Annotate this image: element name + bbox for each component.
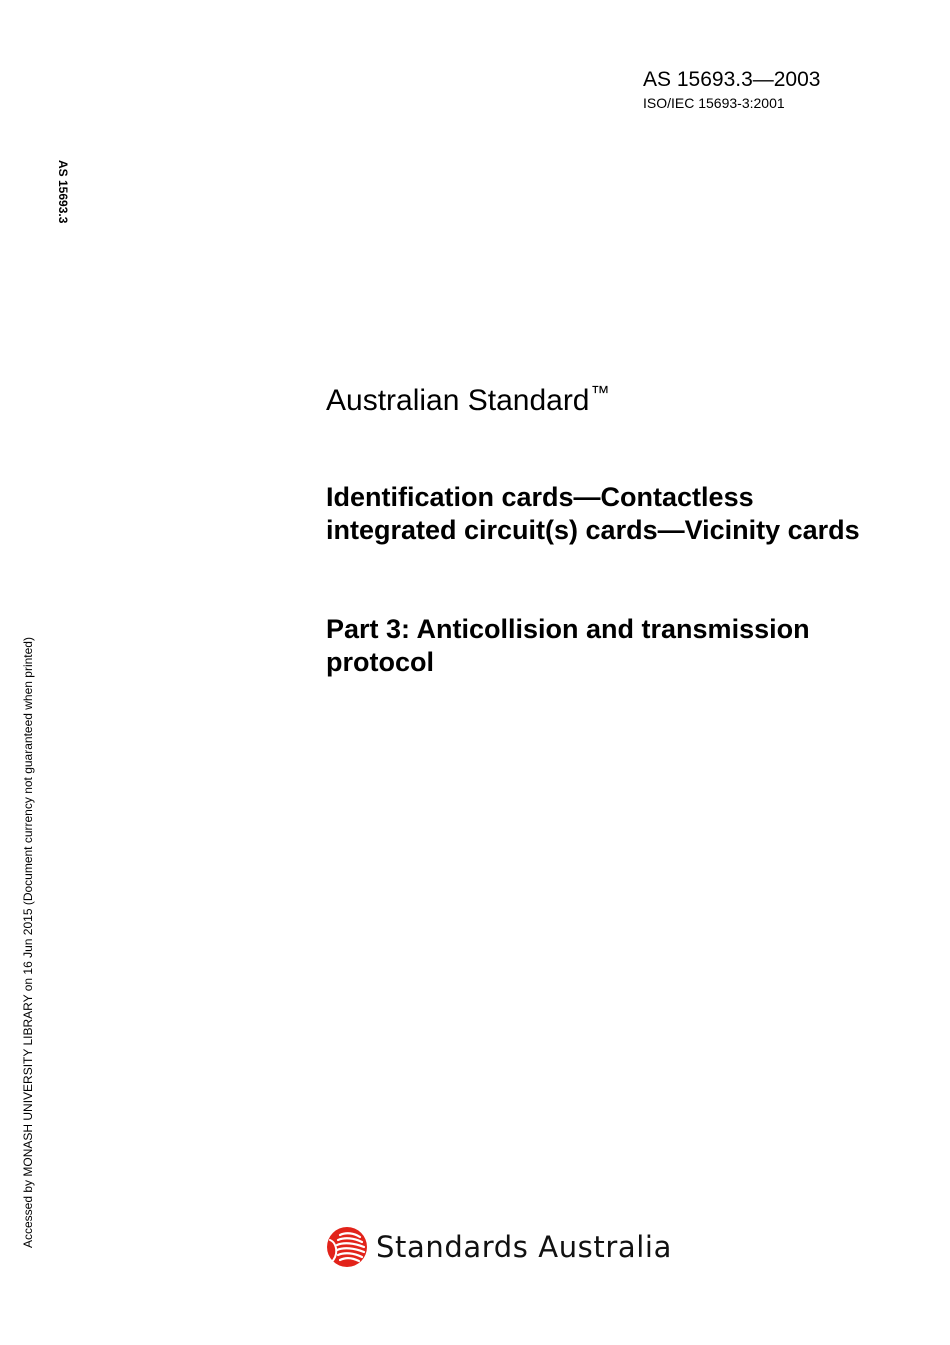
standard-number: AS 15693.3—2003: [643, 68, 821, 91]
standards-australia-logo-icon: [326, 1226, 368, 1268]
publisher-name: Standards Australia: [376, 1230, 672, 1264]
trademark-symbol: ™: [590, 383, 610, 404]
publisher-logo: [326, 1225, 672, 1269]
spine-label: AS 15693.3: [56, 160, 70, 224]
document-part-title: Part 3: Anticollision and transmission protocol: [326, 614, 810, 677]
iso-reference: ISO/IEC 15693-3:2001: [643, 95, 785, 111]
series-title: [326, 376, 610, 419]
document-title: Identification cards—Contactless integrated circuit(s) cards—Vicinity cards: [326, 482, 860, 545]
series-title-text: Australian Standard: [326, 384, 590, 417]
access-note: Accessed by MONASH UNIVERSITY LIBRARY on 16 Jun 2015 (Document currency not guaranteed when printed): [21, 637, 35, 1248]
